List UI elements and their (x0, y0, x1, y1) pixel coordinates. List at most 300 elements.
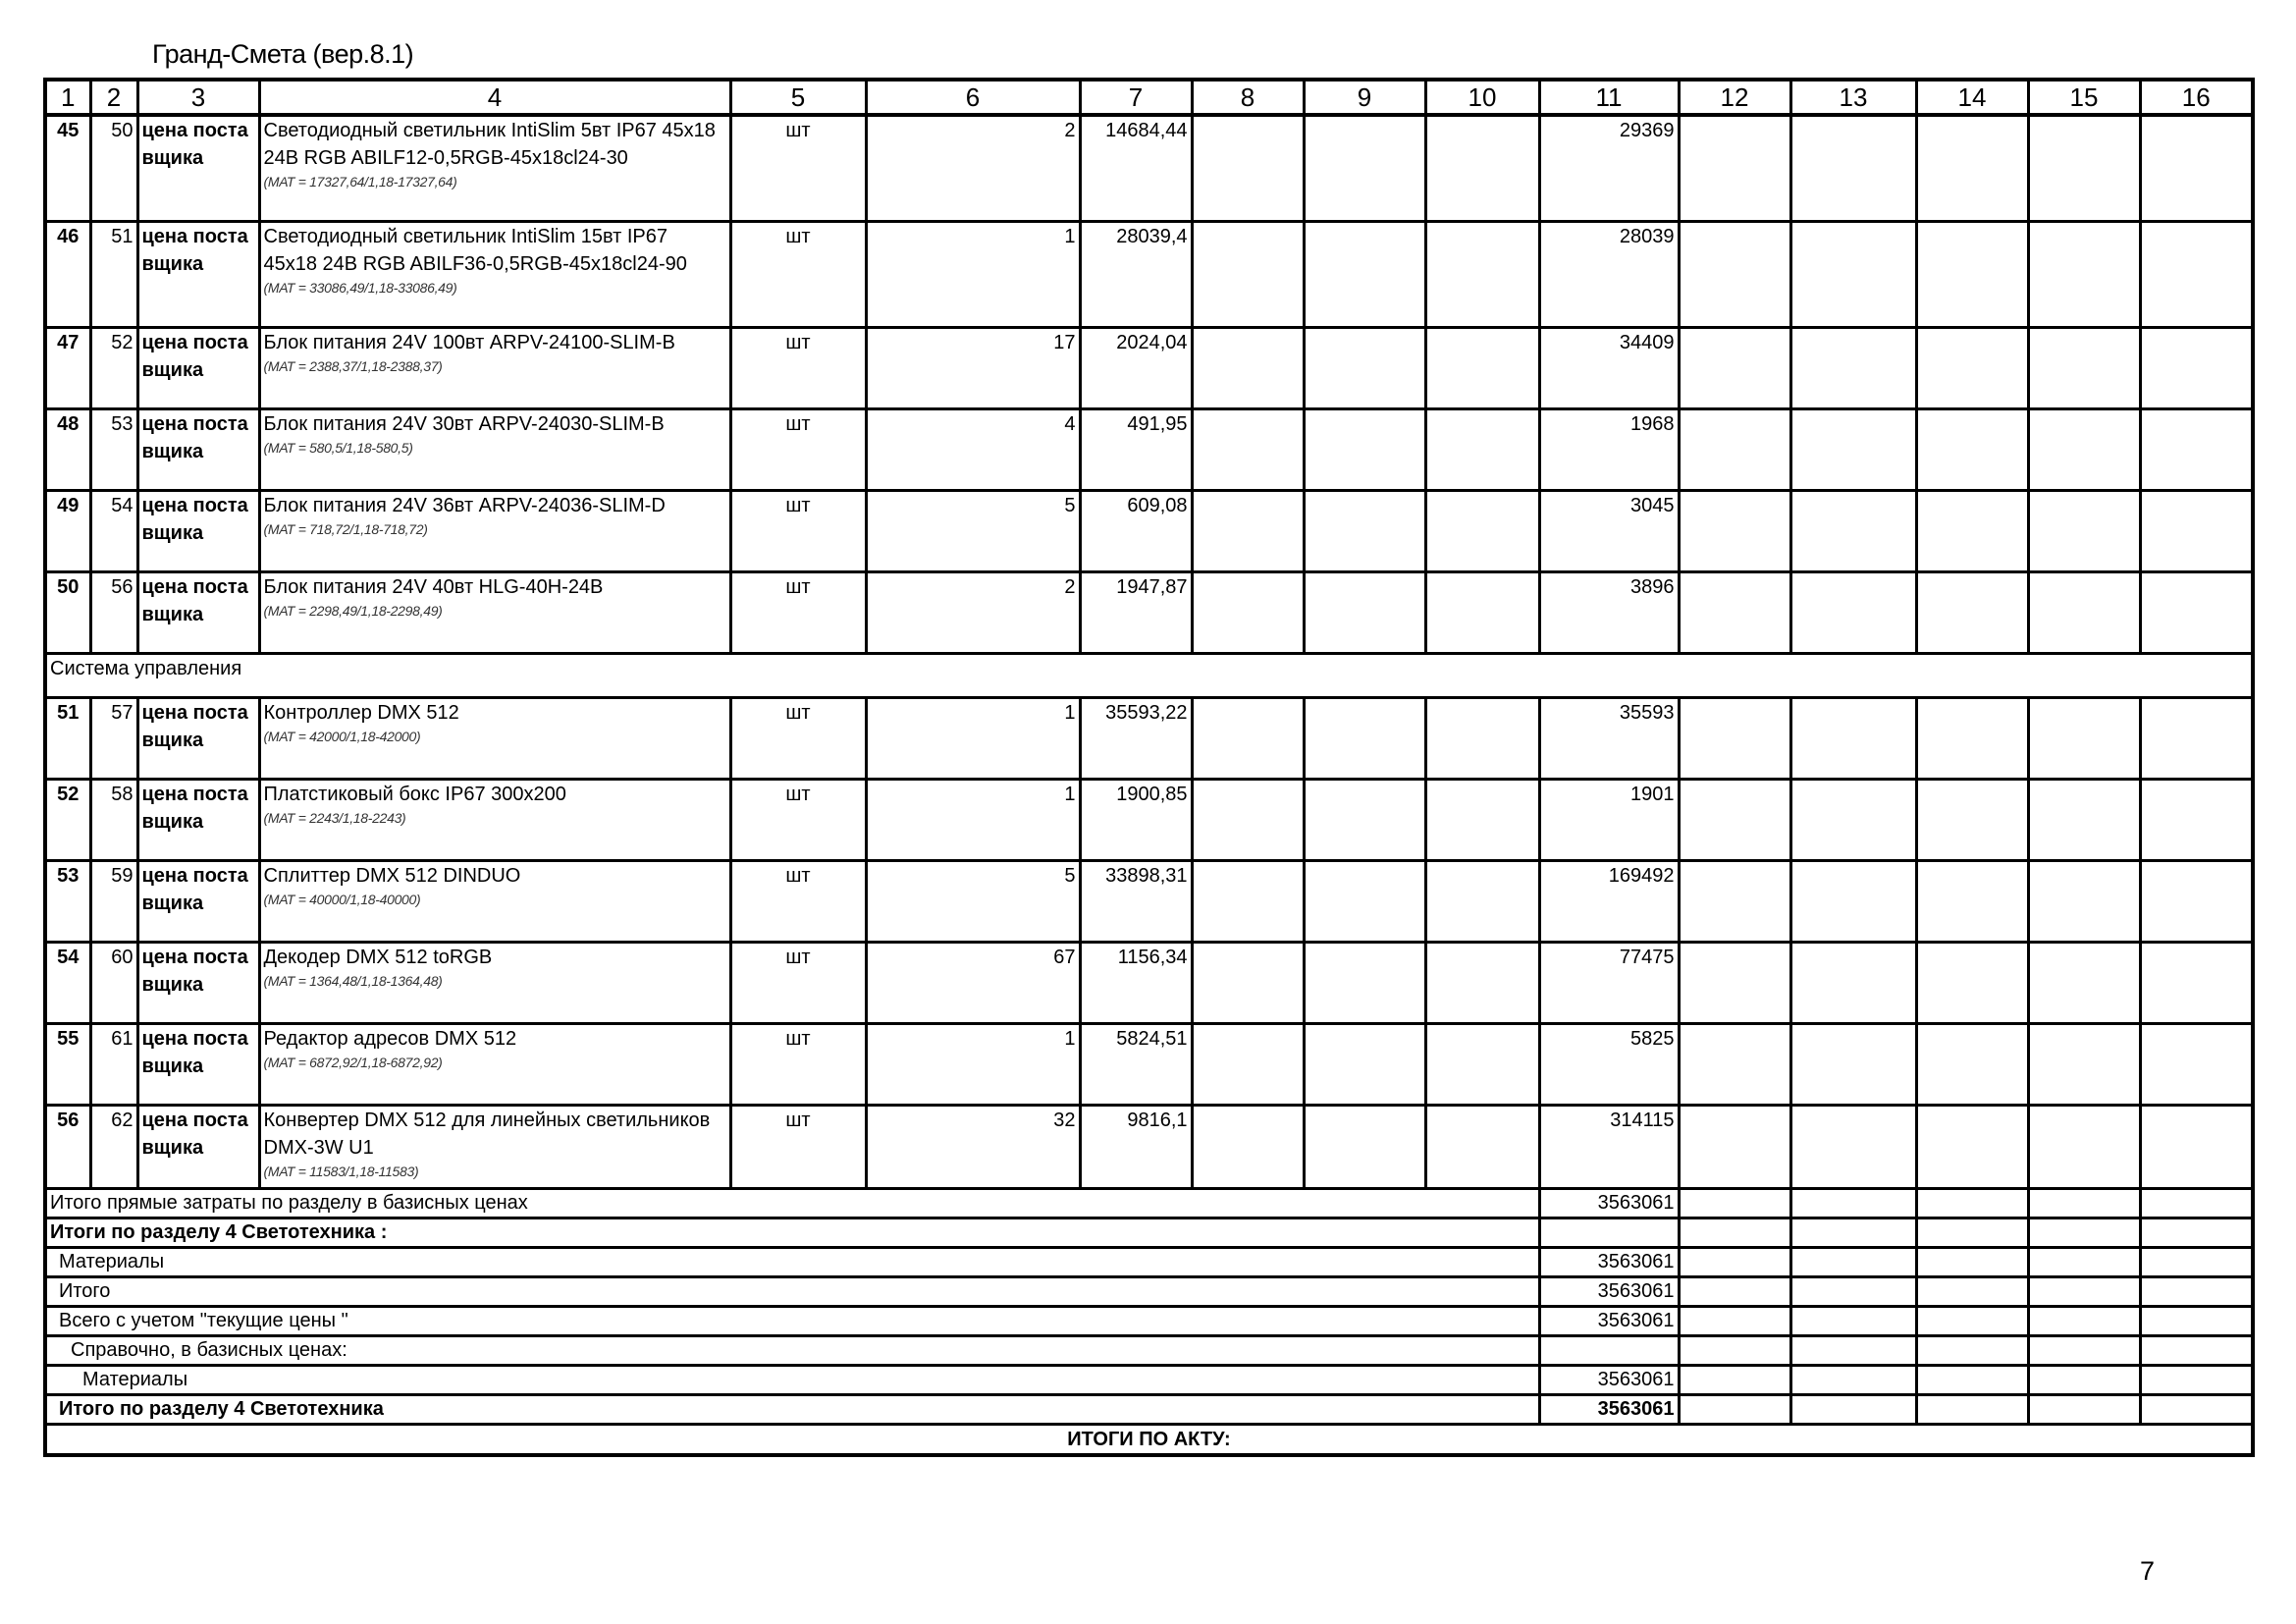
empty-cell (1192, 328, 1304, 409)
empty-cell (1425, 572, 1539, 654)
empty-cell (1679, 1307, 1790, 1336)
item-name: Контроллер DMX 512 (263, 702, 459, 724)
empty-cell (1304, 328, 1425, 409)
empty-cell (1192, 861, 1304, 943)
empty-cell (2028, 572, 2140, 654)
empty-cell (1304, 1024, 1425, 1106)
position-number: 50 (90, 115, 137, 222)
unit: шт (730, 943, 866, 1024)
summary-value: 3563061 (1539, 1366, 1679, 1395)
empty-cell (1425, 491, 1539, 572)
table-row (45, 943, 2253, 1024)
empty-cell (2028, 1248, 2140, 1277)
column-header: 4 (259, 80, 730, 115)
summary-label: Справочно, в базисных ценах: (45, 1336, 1539, 1366)
row-number: 52 (45, 780, 90, 861)
item-name: Блок питания 24V 100вт ARPV-24100-SLIM-B (263, 332, 675, 353)
empty-cell (1790, 572, 1916, 654)
quantity: 2 (866, 572, 1080, 654)
summary-label: Всего с учетом "текущие цены " (45, 1307, 1539, 1336)
empty-cell (1679, 1218, 1790, 1248)
empty-cell (1790, 1395, 1916, 1425)
estimate-table (43, 78, 2255, 1457)
summary-value: 3563061 (1539, 1307, 1679, 1336)
empty-cell (2140, 328, 2253, 409)
quantity: 5 (866, 861, 1080, 943)
total-cost: 34409 (1539, 328, 1679, 409)
unit-price: 1947,87 (1080, 572, 1192, 654)
empty-cell (2140, 1106, 2253, 1189)
empty-cell (1304, 409, 1425, 491)
summary-row (45, 1336, 2253, 1366)
empty-cell (1192, 780, 1304, 861)
item-formula: (МАТ = 580,5/1,18-580,5) (263, 440, 413, 456)
position-number: 60 (90, 943, 137, 1024)
empty-cell (1425, 409, 1539, 491)
row-number: 54 (45, 943, 90, 1024)
total-cost: 1968 (1539, 409, 1679, 491)
empty-cell (2028, 780, 2140, 861)
unit-price: 14684,44 (1080, 115, 1192, 222)
summary-row (45, 1307, 2253, 1336)
empty-cell (2028, 491, 2140, 572)
empty-cell (2028, 1218, 2140, 1248)
unit: шт (730, 409, 866, 491)
column-header: 8 (1192, 80, 1304, 115)
summary-value: 3563061 (1539, 1277, 1679, 1307)
item-formula: (МАТ = 6872,92/1,18-6872,92) (263, 1055, 443, 1070)
empty-cell (2028, 115, 2140, 222)
unit: шт (730, 698, 866, 780)
empty-cell (1916, 572, 2028, 654)
unit: шт (730, 1024, 866, 1106)
quantity: 2 (866, 115, 1080, 222)
position-number: 51 (90, 222, 137, 328)
empty-cell (1679, 1189, 1790, 1218)
item-description (259, 1024, 730, 1106)
unit: шт (730, 491, 866, 572)
empty-cell (1790, 1106, 1916, 1189)
empty-cell (2140, 698, 2253, 780)
item-description (259, 698, 730, 780)
empty-cell (2028, 1106, 2140, 1189)
empty-cell (1790, 698, 1916, 780)
empty-cell (1790, 1336, 1916, 1366)
empty-cell (1679, 780, 1790, 861)
act-totals-label: ИТОГИ ПО АКТУ: (45, 1425, 2253, 1456)
item-description (259, 409, 730, 491)
empty-cell (1790, 1218, 1916, 1248)
column-header: 15 (2028, 80, 2140, 115)
empty-cell (2140, 780, 2253, 861)
empty-cell (1790, 222, 1916, 328)
empty-cell (1790, 1248, 1916, 1277)
quantity: 4 (866, 409, 1080, 491)
empty-cell (1790, 861, 1916, 943)
empty-cell (1790, 1307, 1916, 1336)
empty-cell (1916, 1248, 2028, 1277)
table-row (45, 572, 2253, 654)
row-number: 48 (45, 409, 90, 491)
quantity: 5 (866, 491, 1080, 572)
empty-cell (1304, 572, 1425, 654)
column-header: 3 (137, 80, 259, 115)
summary-value (1539, 1336, 1679, 1366)
empty-cell (2140, 1189, 2253, 1218)
empty-cell (1679, 943, 1790, 1024)
unit-price: 2024,04 (1080, 328, 1192, 409)
item-formula: (МАТ = 2388,37/1,18-2388,37) (263, 358, 443, 374)
summary-row (45, 1366, 2253, 1395)
item-name: Блок питания 24V 36вт ARPV-24036-SLIM-D (263, 495, 666, 516)
empty-cell (1304, 491, 1425, 572)
total-cost: 5825 (1539, 1024, 1679, 1106)
item-formula: (МАТ = 33086,49/1,18-33086,49) (263, 280, 457, 296)
summary-label: Материалы (45, 1248, 1539, 1277)
empty-cell (1790, 409, 1916, 491)
item-name: Редактор адресов DMX 512 (263, 1028, 517, 1050)
row-number: 47 (45, 328, 90, 409)
row-number: 49 (45, 491, 90, 572)
total-cost: 3896 (1539, 572, 1679, 654)
item-formula: (МАТ = 40000/1,18-40000) (263, 892, 421, 907)
empty-cell (1192, 222, 1304, 328)
total-cost: 77475 (1539, 943, 1679, 1024)
item-name: Сплиттер DMX 512 DINDUO (263, 865, 521, 887)
empty-cell (1790, 1024, 1916, 1106)
empty-cell (1916, 222, 2028, 328)
column-header: 11 (1539, 80, 1679, 115)
empty-cell (1192, 1106, 1304, 1189)
empty-cell (1916, 1336, 2028, 1366)
empty-cell (1425, 222, 1539, 328)
row-number: 51 (45, 698, 90, 780)
price-basis: цена поставщика (137, 780, 259, 861)
table-row (45, 1024, 2253, 1106)
price-basis: цена поставщика (137, 115, 259, 222)
row-number: 53 (45, 861, 90, 943)
empty-cell (1425, 1024, 1539, 1106)
price-basis: цена поставщика (137, 409, 259, 491)
empty-cell (2140, 1218, 2253, 1248)
empty-cell (1790, 1366, 1916, 1395)
unit: шт (730, 328, 866, 409)
empty-cell (1192, 1024, 1304, 1106)
summary-label: Итоги по разделу 4 Светотехника : (45, 1218, 1539, 1248)
empty-cell (2140, 1366, 2253, 1395)
summary-label: Итого (45, 1277, 1539, 1307)
empty-cell (1192, 943, 1304, 1024)
empty-cell (1916, 698, 2028, 780)
empty-cell (2028, 861, 2140, 943)
act-totals-row (45, 1425, 2253, 1456)
empty-cell (2028, 1277, 2140, 1307)
item-description (259, 222, 730, 328)
empty-cell (1304, 861, 1425, 943)
column-header: 10 (1425, 80, 1539, 115)
item-formula: (МАТ = 42000/1,18-42000) (263, 729, 421, 744)
row-number: 45 (45, 115, 90, 222)
item-name: Блок питания 24V 30вт ARPV-24030-SLIM-B (263, 413, 665, 435)
price-basis: цена поставщика (137, 861, 259, 943)
summary-value: 3563061 (1539, 1248, 1679, 1277)
empty-cell (2140, 572, 2253, 654)
unit: шт (730, 1106, 866, 1189)
unit-price: 9816,1 (1080, 1106, 1192, 1189)
empty-cell (1916, 1218, 2028, 1248)
empty-cell (1916, 1189, 2028, 1218)
position-number: 61 (90, 1024, 137, 1106)
section-row (45, 654, 2253, 698)
empty-cell (2140, 943, 2253, 1024)
empty-cell (1916, 1395, 2028, 1425)
empty-cell (1679, 328, 1790, 409)
unit-price: 5824,51 (1080, 1024, 1192, 1106)
empty-cell (1425, 698, 1539, 780)
quantity: 1 (866, 222, 1080, 328)
unit-price: 491,95 (1080, 409, 1192, 491)
empty-cell (1425, 1106, 1539, 1189)
empty-cell (2028, 1189, 2140, 1218)
item-formula: (МАТ = 17327,64/1,18-17327,64) (263, 174, 457, 189)
table-row (45, 780, 2253, 861)
table-row (45, 222, 2253, 328)
empty-cell (1790, 1189, 1916, 1218)
empty-cell (1916, 780, 2028, 861)
price-basis: цена поставщика (137, 572, 259, 654)
empty-cell (1679, 1106, 1790, 1189)
column-header: 5 (730, 80, 866, 115)
position-number: 58 (90, 780, 137, 861)
quantity: 1 (866, 1024, 1080, 1106)
row-number: 55 (45, 1024, 90, 1106)
column-header: 1 (45, 80, 90, 115)
total-cost: 314115 (1539, 1106, 1679, 1189)
empty-cell (1304, 1106, 1425, 1189)
empty-cell (2028, 943, 2140, 1024)
column-header: 14 (1916, 80, 2028, 115)
empty-cell (2028, 1307, 2140, 1336)
empty-cell (1916, 943, 2028, 1024)
position-number: 59 (90, 861, 137, 943)
empty-cell (1192, 572, 1304, 654)
empty-cell (2140, 115, 2253, 222)
empty-cell (1916, 1366, 2028, 1395)
item-description (259, 491, 730, 572)
empty-cell (1790, 1277, 1916, 1307)
empty-cell (1304, 698, 1425, 780)
item-description (259, 1106, 730, 1189)
quantity: 67 (866, 943, 1080, 1024)
item-description (259, 861, 730, 943)
item-formula: (МАТ = 2298,49/1,18-2298,49) (263, 603, 443, 619)
summary-row (45, 1218, 2253, 1248)
unit-price: 33898,31 (1080, 861, 1192, 943)
empty-cell (1304, 115, 1425, 222)
price-basis: цена поставщика (137, 698, 259, 780)
column-header: 2 (90, 80, 137, 115)
item-name: Конвертер DMX 512 для линейных светильников DMX-3W U1 (263, 1110, 711, 1159)
position-number: 54 (90, 491, 137, 572)
empty-cell (1679, 222, 1790, 328)
empty-cell (2140, 491, 2253, 572)
unit-price: 1900,85 (1080, 780, 1192, 861)
empty-cell (1916, 1106, 2028, 1189)
item-formula: (МАТ = 2243/1,18-2243) (263, 810, 406, 826)
table-row (45, 861, 2253, 943)
summary-value (1539, 1218, 1679, 1248)
total-cost: 3045 (1539, 491, 1679, 572)
total-cost: 169492 (1539, 861, 1679, 943)
page-number: 7 (2140, 1556, 2156, 1586)
item-name: Светодиодный светильник IntiSlim 5вт IP67 45x18 24В RGB ABILF12-0,5RGB-45x18cl24-30 (263, 120, 716, 169)
empty-cell (1679, 491, 1790, 572)
summary-row (45, 1395, 2253, 1425)
empty-cell (1192, 409, 1304, 491)
empty-cell (1916, 1277, 2028, 1307)
column-header: 12 (1679, 80, 1790, 115)
empty-cell (1916, 861, 2028, 943)
column-header: 9 (1304, 80, 1425, 115)
total-cost: 29369 (1539, 115, 1679, 222)
empty-cell (1790, 328, 1916, 409)
empty-cell (2140, 1277, 2253, 1307)
column-header: 6 (866, 80, 1080, 115)
empty-cell (1916, 328, 2028, 409)
empty-cell (1679, 409, 1790, 491)
empty-cell (1916, 491, 2028, 572)
empty-cell (2028, 1366, 2140, 1395)
item-formula: (МАТ = 718,72/1,18-718,72) (263, 521, 428, 537)
summary-label: Материалы (45, 1366, 1539, 1395)
table-row (45, 115, 2253, 222)
summary-label: Итого по разделу 4 Светотехника (45, 1395, 1539, 1425)
row-number: 46 (45, 222, 90, 328)
empty-cell (1916, 1024, 2028, 1106)
summary-value: 3563061 (1539, 1189, 1679, 1218)
item-description (259, 943, 730, 1024)
empty-cell (1679, 572, 1790, 654)
empty-cell (2028, 328, 2140, 409)
item-name: Светодиодный светильник IntiSlim 15вт IP67 45x18 24В RGB ABILF36-0,5RGB-45x18cl24-90 (263, 226, 687, 275)
row-number: 50 (45, 572, 90, 654)
item-formula: (МАТ = 11583/1,18-11583) (263, 1164, 419, 1179)
item-name: Платстиковый бокс IP67 300x200 (263, 784, 566, 805)
summary-label: Итого прямые затраты по разделу в базисных ценах (45, 1189, 1539, 1218)
quantity: 32 (866, 1106, 1080, 1189)
empty-cell (2140, 1307, 2253, 1336)
unit-price: 609,08 (1080, 491, 1192, 572)
position-number: 62 (90, 1106, 137, 1189)
unit: шт (730, 861, 866, 943)
unit-price: 35593,22 (1080, 698, 1192, 780)
empty-cell (1304, 780, 1425, 861)
empty-cell (2140, 1336, 2253, 1366)
empty-cell (1790, 491, 1916, 572)
empty-cell (2140, 861, 2253, 943)
quantity: 1 (866, 698, 1080, 780)
item-formula: (МАТ = 1364,48/1,18-1364,48) (263, 973, 443, 989)
empty-cell (1425, 943, 1539, 1024)
empty-cell (1916, 115, 2028, 222)
column-header-row (45, 80, 2253, 115)
price-basis: цена поставщика (137, 1106, 259, 1189)
quantity: 1 (866, 780, 1080, 861)
summary-row (45, 1277, 2253, 1307)
empty-cell (1679, 1395, 1790, 1425)
empty-cell (1192, 115, 1304, 222)
empty-cell (1679, 1248, 1790, 1277)
empty-cell (1679, 1336, 1790, 1366)
table-row (45, 1106, 2253, 1189)
item-description (259, 572, 730, 654)
empty-cell (1679, 698, 1790, 780)
price-basis: цена поставщика (137, 222, 259, 328)
empty-cell (2140, 1024, 2253, 1106)
empty-cell (1790, 943, 1916, 1024)
price-basis: цена поставщика (137, 328, 259, 409)
item-description (259, 115, 730, 222)
unit-price: 1156,34 (1080, 943, 1192, 1024)
item-name: Блок питания 24V 40вт HLG-40H-24B (263, 576, 604, 598)
empty-cell (2028, 1024, 2140, 1106)
unit: шт (730, 115, 866, 222)
empty-cell (1679, 861, 1790, 943)
empty-cell (1425, 861, 1539, 943)
empty-cell (1790, 780, 1916, 861)
empty-cell (1790, 115, 1916, 222)
empty-cell (1425, 328, 1539, 409)
empty-cell (2028, 1395, 2140, 1425)
table-row (45, 491, 2253, 572)
price-basis: цена поставщика (137, 491, 259, 572)
empty-cell (1425, 115, 1539, 222)
empty-cell (1425, 780, 1539, 861)
empty-cell (1679, 1024, 1790, 1106)
item-description (259, 328, 730, 409)
unit: шт (730, 572, 866, 654)
unit-price: 28039,4 (1080, 222, 1192, 328)
table-row (45, 328, 2253, 409)
position-number: 56 (90, 572, 137, 654)
price-basis: цена поставщика (137, 943, 259, 1024)
empty-cell (2140, 222, 2253, 328)
unit: шт (730, 780, 866, 861)
empty-cell (1192, 698, 1304, 780)
position-number: 57 (90, 698, 137, 780)
total-cost: 35593 (1539, 698, 1679, 780)
empty-cell (2140, 1248, 2253, 1277)
column-header: 16 (2140, 80, 2253, 115)
summary-value: 3563061 (1539, 1395, 1679, 1425)
item-name: Декодер DMX 512 toRGB (263, 947, 493, 968)
column-header: 7 (1080, 80, 1192, 115)
total-cost: 28039 (1539, 222, 1679, 328)
empty-cell (1679, 115, 1790, 222)
section-title: Система управления (45, 654, 2253, 698)
document-title: Гранд-Смета (вер.8.1) (152, 39, 414, 69)
summary-row (45, 1248, 2253, 1277)
empty-cell (1304, 943, 1425, 1024)
table-row (45, 409, 2253, 491)
table-row (45, 698, 2253, 780)
position-number: 53 (90, 409, 137, 491)
empty-cell (2028, 698, 2140, 780)
row-number: 56 (45, 1106, 90, 1189)
empty-cell (2140, 409, 2253, 491)
quantity: 17 (866, 328, 1080, 409)
column-header: 13 (1790, 80, 1916, 115)
